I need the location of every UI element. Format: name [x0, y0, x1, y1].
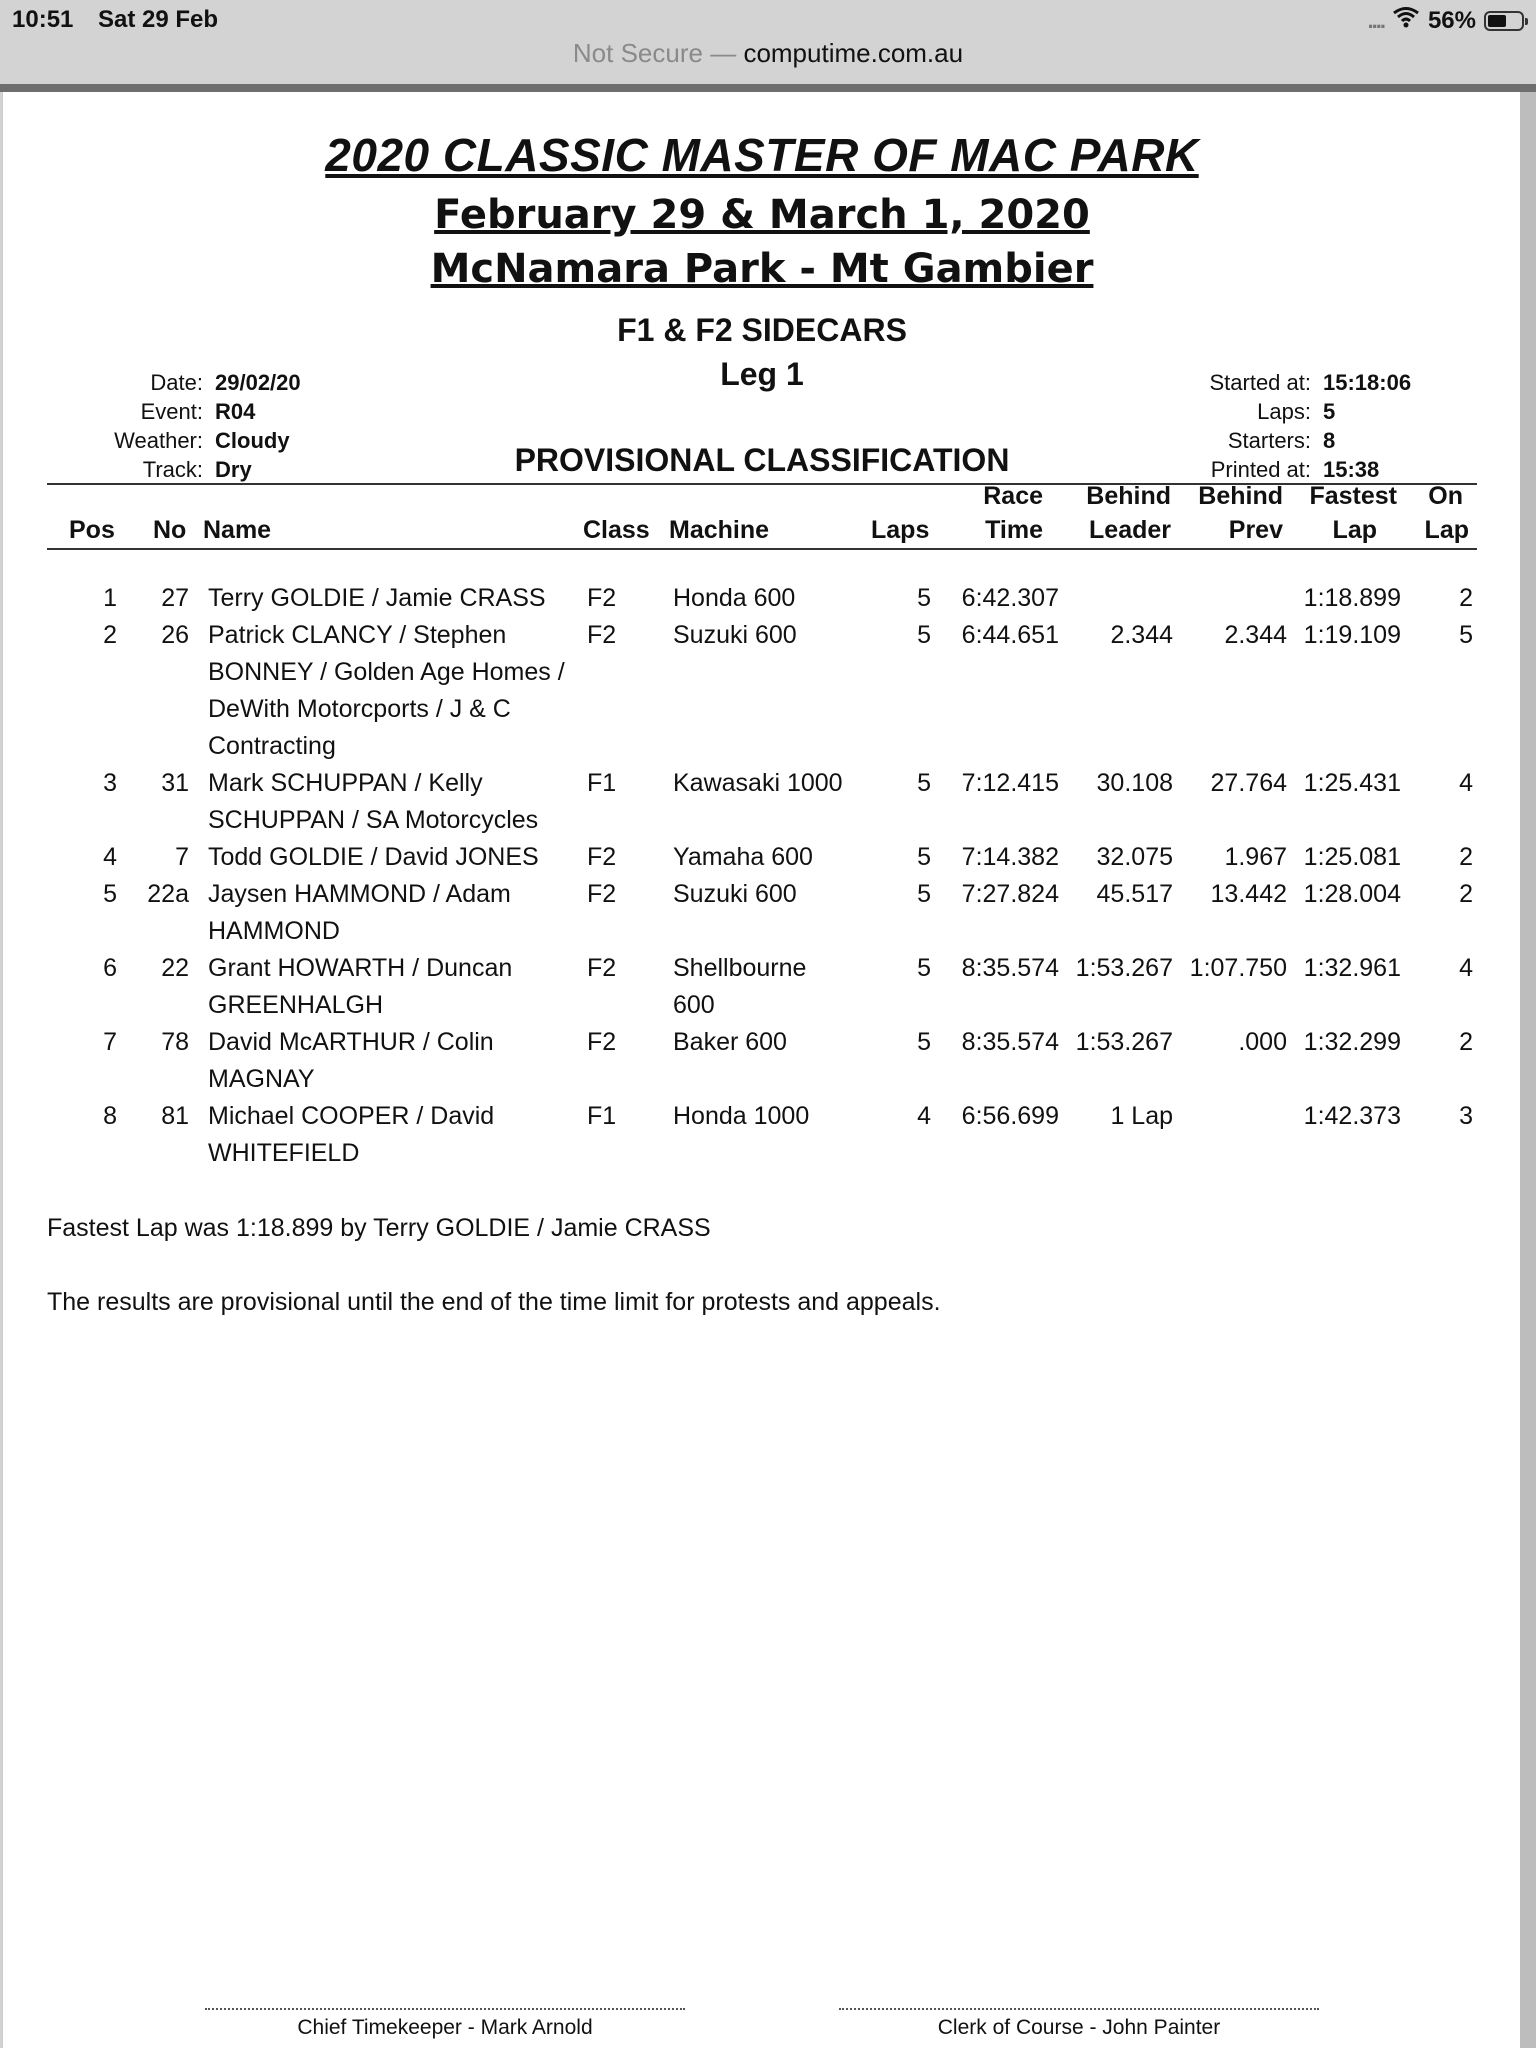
cell-name: Jaysen HAMMOND / Adam [208, 880, 511, 908]
meta-label: Printed at: [1210, 457, 1311, 482]
cell-race-time: 7:12.415 [961, 769, 1059, 797]
signature-line [205, 2008, 685, 2016]
cell-machine: Shellbourne [673, 954, 807, 982]
cell-behind-prev: .000 [1238, 1028, 1287, 1056]
cell-class: F1 [587, 769, 617, 797]
col-header-class: Class [583, 516, 650, 544]
cell-race-time: 7:27.824 [961, 880, 1059, 908]
cell-name: GREENHALGH [208, 991, 384, 1019]
cell-no: 78 [161, 1028, 189, 1056]
cell-pos: 4 [103, 843, 117, 871]
status-date: Sat 29 Feb [98, 6, 219, 33]
cell-behind-prev: 27.764 [1210, 769, 1287, 797]
col-header-behind-leader-2: Leader [1089, 516, 1171, 544]
header-rule-bottom [47, 548, 1477, 550]
col-header-race-time-1: Race [983, 482, 1043, 510]
cell-fastest-lap: 1:25.431 [1303, 769, 1401, 797]
event-venue: McNamara Park - Mt Gambier [430, 246, 1094, 292]
col-header-laps: Laps [871, 516, 930, 544]
cell-laps: 5 [917, 1028, 931, 1056]
meta-row [63, 455, 301, 484]
col-header-behind-prev-2: Prev [1228, 516, 1283, 544]
meta-value: 5 [1323, 399, 1336, 424]
cell-behind-leader: 2.344 [1110, 621, 1173, 649]
cell-fastest-lap: 1:18.899 [1303, 584, 1401, 612]
cell-pos: 1 [103, 584, 117, 612]
meta-row [1163, 397, 1411, 426]
page-edge [1520, 92, 1536, 2048]
fastest-lap-note: Fastest Lap was 1:18.899 by Terry GOLDIE / Jamie CRASS [47, 1214, 711, 1242]
cell-class: F2 [587, 954, 617, 982]
meta-value: R04 [215, 399, 256, 424]
cell-machine: Suzuki 600 [673, 880, 797, 908]
col-header-fastest-lap-1: Fastest [1309, 482, 1397, 510]
cell-on-lap: 2 [1459, 1028, 1473, 1056]
col-header-on-lap-1: On [1428, 482, 1463, 510]
cell-no: 27 [161, 584, 189, 612]
cell-on-lap: 2 [1459, 843, 1473, 871]
classification-title: PROVISIONAL CLASSIFICATION [514, 442, 1010, 478]
cell-on-lap: 4 [1459, 769, 1473, 797]
cell-name: David McARTHUR / Colin [208, 1028, 494, 1056]
signature-timekeeper [205, 2008, 685, 2040]
col-header-machine: Machine [669, 516, 770, 544]
cell-class: F2 [587, 843, 617, 871]
meta-value: 15:38 [1323, 457, 1380, 482]
meta-row [1163, 368, 1411, 397]
cellular-signal-icon: .... [1367, 7, 1384, 33]
cell-laps: 5 [917, 769, 931, 797]
cell-race-time: 6:56.699 [961, 1102, 1059, 1130]
cell-on-lap: 2 [1459, 584, 1473, 612]
cell-behind-leader: 30.108 [1096, 769, 1173, 797]
cell-pos: 6 [103, 954, 117, 982]
cell-fastest-lap: 1:28.004 [1303, 880, 1401, 908]
meta-label: Laps: [1257, 399, 1311, 424]
meta-row [63, 368, 301, 397]
cell-behind-leader: 32.075 [1096, 843, 1173, 871]
cell-laps: 4 [917, 1102, 931, 1130]
meta-value: Cloudy [215, 428, 290, 453]
col-header-behind-prev-1: Behind [1198, 482, 1283, 510]
cell-pos: 3 [103, 769, 117, 797]
address-domain[interactable]: computime.com.au [743, 38, 964, 68]
battery-fill [1488, 15, 1506, 27]
meta-value: 29/02/20 [215, 370, 301, 395]
event-title: 2020 CLASSIC MASTER OF MAC PARK [325, 129, 1199, 181]
meta-value: Dry [215, 457, 252, 482]
cell-on-lap: 2 [1459, 880, 1473, 908]
cell-class: F2 [587, 621, 617, 649]
cell-pos: 8 [103, 1102, 117, 1130]
cell-race-time: 8:35.574 [961, 1028, 1059, 1056]
cell-on-lap: 3 [1459, 1102, 1473, 1130]
race-info-left [63, 368, 301, 484]
cell-no: 22a [147, 880, 189, 908]
cell-pos: 7 [103, 1028, 117, 1056]
cell-no: 31 [161, 769, 189, 797]
cell-behind-prev: 2.344 [1224, 621, 1287, 649]
cell-behind-leader: 1:53.267 [1075, 954, 1173, 982]
meta-value: 8 [1323, 428, 1336, 453]
cell-name: MAGNAY [208, 1065, 315, 1093]
meta-label: Weather: [114, 428, 203, 453]
signature-label: Chief Timekeeper - Mark Arnold [297, 2016, 593, 2039]
meta-label: Date: [150, 370, 203, 395]
cell-race-time: 6:42.307 [961, 584, 1059, 612]
cell-no: 7 [175, 843, 189, 871]
cell-class: F2 [587, 880, 617, 908]
col-header-fastest-lap-2: Lap [1332, 516, 1377, 544]
signature-label: Clerk of Course - John Painter [937, 2016, 1221, 2039]
cell-name: SCHUPPAN / SA Motorcycles [208, 806, 539, 834]
event-dates: February 29 & March 1, 2020 [434, 192, 1090, 238]
col-header-on-lap-2: Lap [1424, 516, 1469, 544]
meta-row [63, 397, 301, 426]
cell-behind-prev: 1:07.750 [1189, 954, 1287, 982]
battery-icon [1484, 11, 1524, 31]
cell-machine: Honda 1000 [673, 1102, 810, 1130]
cell-behind-leader: 1 Lap [1110, 1102, 1173, 1130]
provisional-disclaimer: The results are provisional until the end of the time limit for protests and appeals. [47, 1288, 941, 1316]
cell-laps: 5 [917, 843, 931, 871]
cell-machine: Kawasaki 1000 [673, 769, 843, 797]
cell-on-lap: 5 [1459, 621, 1473, 649]
toolbar-divider [0, 84, 1536, 92]
cell-machine: Baker 600 [673, 1028, 787, 1056]
col-header-behind-leader-1: Behind [1086, 482, 1171, 510]
wifi-icon [1392, 6, 1420, 35]
cell-name: Todd GOLDIE / David JONES [208, 843, 539, 871]
meta-label: Starters: [1227, 428, 1311, 453]
cell-race-time: 7:14.382 [961, 843, 1059, 871]
cell-race-time: 8:35.574 [961, 954, 1059, 982]
cell-name: BONNEY / Golden Age Homes / [208, 658, 565, 686]
cell-fastest-lap: 1:42.373 [1303, 1102, 1401, 1130]
race-info-right [1163, 368, 1411, 484]
meta-row [63, 426, 301, 455]
cell-name: WHITEFIELD [208, 1139, 360, 1167]
cell-no: 22 [161, 954, 189, 982]
address-bar[interactable] [0, 38, 1536, 82]
cell-machine: Honda 600 [673, 584, 796, 612]
cell-class: F2 [587, 1028, 617, 1056]
signature-line [839, 2008, 1319, 2016]
cell-machine: Yamaha 600 [673, 843, 813, 871]
col-header-name: Name [203, 516, 272, 544]
cell-laps: 5 [917, 880, 931, 908]
signature-clerk [839, 2008, 1319, 2040]
cell-fastest-lap: 1:19.109 [1303, 621, 1401, 649]
cell-pos: 5 [103, 880, 117, 908]
security-label: Not Secure [572, 38, 703, 68]
cell-fastest-lap: 1:32.299 [1303, 1028, 1401, 1056]
battery-percent: 56% [1427, 6, 1476, 34]
document-page[interactable] [2, 92, 1520, 2048]
cell-name: Grant HOWARTH / Duncan [208, 954, 513, 982]
status-bar [0, 0, 1536, 38]
cell-laps: 5 [917, 621, 931, 649]
cell-on-lap: 4 [1459, 954, 1473, 982]
cell-name: Contracting [208, 732, 336, 760]
meta-label: Event: [140, 399, 203, 424]
cell-name: HAMMOND [208, 917, 340, 945]
race-class: F1 & F2 SIDECARS [617, 312, 907, 348]
cell-machine: Suzuki 600 [673, 621, 797, 649]
cell-laps: 5 [917, 954, 931, 982]
cell-name: Mark SCHUPPAN / Kelly [208, 769, 483, 797]
address-separator: — [710, 38, 737, 68]
cell-name: Michael COOPER / David [208, 1102, 495, 1130]
cell-name: DeWith Motorcports / J & C [208, 695, 511, 723]
cell-no: 26 [161, 621, 189, 649]
cell-no: 81 [161, 1102, 189, 1130]
meta-label: Started at: [1209, 370, 1311, 395]
status-time: 10:51 [12, 6, 74, 33]
cell-class: F2 [587, 584, 617, 612]
col-header-race-time-2: Time [985, 516, 1043, 544]
cell-class: F1 [587, 1102, 617, 1130]
meta-label: Track: [142, 457, 203, 482]
col-header-no: No [153, 516, 187, 544]
cell-behind-prev: 1.967 [1224, 843, 1287, 871]
cell-name: Patrick CLANCY / Stephen [208, 621, 507, 649]
cell-name: Terry GOLDIE / Jamie CRASS [208, 584, 546, 612]
cell-fastest-lap: 1:32.961 [1303, 954, 1401, 982]
cell-behind-leader: 1:53.267 [1075, 1028, 1173, 1056]
cell-laps: 5 [917, 584, 931, 612]
race-leg: Leg 1 [720, 356, 804, 392]
col-header-pos: Pos [69, 516, 115, 544]
cell-fastest-lap: 1:25.081 [1303, 843, 1401, 871]
cell-behind-leader: 45.517 [1096, 880, 1173, 908]
cell-race-time: 6:44.651 [961, 621, 1059, 649]
status-indicators [1368, 6, 1525, 35]
cell-machine: 600 [673, 991, 715, 1019]
cell-pos: 2 [103, 621, 117, 649]
meta-row [1163, 426, 1411, 455]
meta-value: 15:18:06 [1323, 370, 1412, 395]
cell-behind-prev: 13.442 [1210, 880, 1287, 908]
